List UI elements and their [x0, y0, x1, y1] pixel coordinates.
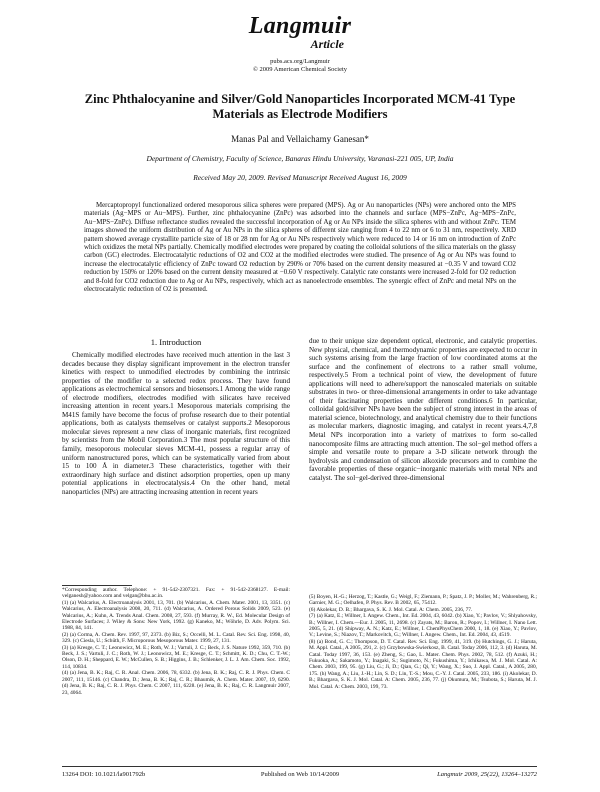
journal-logo	[240, 14, 360, 50]
journal-url[interactable]: pubs.acs.org/Langmuir	[270, 58, 330, 65]
footer-rule	[62, 766, 537, 767]
received-dates: Received May 20, 2009. Revised Manuscript Received August 16, 2009	[193, 173, 407, 182]
authors: Manas Pal and Vellaichamy Ganesan*	[231, 134, 369, 144]
article-title: Zinc Phthalocyanine and Silver/Gold Nanoparticles Incorporated MCM-41 Type Materials as Electrode Modifiers	[84, 92, 516, 121]
footer-citation: Langmuir 2009, 25(22), 13264–13272	[437, 771, 537, 778]
abstract: Mercaptopropyl functionalized ordered mesoporous silica spheres were prepared (MPS). Ag or Au nanoparticles (NPs) were anchored onto the MPS materials (Ag−MPS or Au−MPS). Further, zinc phthalocyanine (ZnPc) was adsorbed into the channels and surface (MPS−ZnPc, Ag−MPS−ZnPc, Au−MPS−ZnPc). Diffuse reflectance studies revealed the successful incorporation of Ag or Au NPs inside the silica spheres with and without ZnPc. TEM images showed the uniform distribution of Ag or Au NPs in the silica spheres of different size ranging from 4 to 22 nm or 6 to 31 nm, respectively. XRD pattern showed average crystallite particle size of 18 or 28 nm for Ag or Au NPs respectively which were reduced to 14 or 16 nm on introduction of ZnPc which oxidizes the metal NPs partially. Chemically modified electrodes were prepared by coating the colloidal solutions of the silica materials on the glassy carbon (GC) electrodes. Electrocatalytic reductions of O2 and CO2 at the modified electrodes were studied. The presence of Ag or Au NPs was found to increase the electrocatalytic efficiency of ZnPc toward O2 reduction by 290% or 70% based on the current density measured at −0.35 V and toward CO2 reduction by 150% or 120% based on the current density measured at −0.60 V respectively. Catalytic rate constants were increased 2-fold for O2 reduction and 8-fold for CO2 reduction due to Ag or Au NPs, respectively, which act as nanoelectrode ensembles. The synergic effect of ZnPc and metal NPs on the electrocatalytic reduction of O2 is presented.	[84, 202, 516, 294]
copyright: © 2009 American Chemical Society	[252, 66, 348, 73]
footnote-ref: (6) Akolekar, D. B.; Bhargava, S. K. J. Mol. Catal. A: Chem. 2005, 236, 77.	[309, 606, 473, 613]
footnote-corresponding: *Corresponding author. Telephone: + 91-542-2307321. Fax: + 91-542-2368127. E-mail: velganesh@yahoo.com and velgan@bhu.ac.in.	[62, 587, 290, 600]
footnotes-right	[309, 594, 537, 762]
right-column-text: due to their unique size dependent optical, electronic, and catalytic properties. New physical, chemical, and thermodynamic properties are expected to occur in such systems arising from the large fraction of low coordinated atoms at the surface and the confinement of electrons to a rather small volume, respectively.5 From a technical point of view, the development of future applications will need to adhere/support the nanoscaled materials on suitable substrates in two- or three-dimensional arrangements in order to take advantage of their fascinating properties under different conditions.6 In particular, colloidal gold/silver NPs have been the subject of strong interest in the areas of material science, biotechnology, and analytical chemistry due to their functions as molecular markers, diagnostic imaging, and catalyst in recent years.4,7,8 Metal NPs incorporation into a variety of matrixes to form so-called nanocomposite films are attracting much attention. The sol−gel method offers a simple and versatile route to prepare a 3-D silicate network through the hydrolysis and condensation of silicon alkoxide precursors and to combine the favorable properties of these organic−inorganic materials with metal NPs and catalyst. The sol−gel-derived three-dimensional	[309, 337, 537, 482]
footnote-ref: (2) (a) Corma, A. Chem. Rev. 1997, 97, 2373. (b) Biz, S.; Occelli, M. L. Catal. Rev. Sci. Eng. 1998, 40, 329. (c) Ciesla, U.; Schüth, F. Microporous Mesoporous Mater. 1999, 27, 131.	[62, 631, 290, 645]
footnote-ref: (7) (a) Katz, E.; Willner, I. Angew. Chem., Int. Ed. 2004, 43, 6042. (b) Xiao, Y.; Pavlov, V.; Shlyahovsky, B.; Willner, I. Chem.—Eur. J. 2005, 11, 2698. (c) Zayats, M.; Baron, R.; Popov, I.; Willner, I. Nano Lett. 2005, 5, 21. (d) Shipway, A. N.; Katz, E.; Willner, I. ChemPhysChem 2000, 1, 18. (e) Xiao, Y.; Pavlov, V.; Levine, S.; Niazov, T.; Markovitch, G.; Willner, I. Angew. Chem., Int. Ed. 2004, 43, 4519.	[309, 613, 537, 639]
affiliation: Department of Chemistry, Faculty of Science, Banaras Hindu University, Varanasi-221 005, UP, India	[146, 154, 454, 163]
journal-name: Langmuir	[248, 13, 352, 39]
footnote-ref: (5) Boyen, H.-G.; Herzog, T.; Kastle, G.; Weigl, F.; Ziemann, P.; Spatz, J. P.; Moller, M.; Wahrenberg, R.; Garnier, M. G.; Oelhafen, P. Phys. Rev. B 2002, 65, 75412.	[309, 594, 537, 607]
footnote-ref: (1) (a) Walcarius, A. Electroanalysis 2001, 13, 701. (b) Walcarius, A. Chem. Mater. 2001, 13, 3351. (c) Walcarius, A. Electroanalysis 2008, 20, 711. (d) Walcarius, A. Ordered Porous Solids 2009, 523. (e) Walcarius, A.; Kuhn, A. Trends Anal. Chem. 2008, 27, 593. (f) Murray, R. W., Ed. Molecular Design of Electrode Surfaces; J. Wiley & Sons: New York, 1992. (g) Kaneko, M.; Wöhrle, D. Adv. Polym. Sci. 1988, 84, 141.	[62, 599, 290, 632]
section-heading: 1. Introduction	[150, 337, 202, 347]
footnote-ref: (4) (a) Jena, B. K.; Raj, C. R. Anal. Chem. 2006, 78, 6332. (b) Jena, B. K.; Raj, C. R. J. Phys. Chem. C 2007, 111, 15146. (c) Chandra, D.; Jena, B. K.; Raj, C. R.; Bhaumik, A. Chem. Mater. 2007, 19, 6290. (d) Jena, B. K.; Raj, C. R. J. Phys. Chem. C 2007, 111, 6228. (e) Jena, B. K.; Raj, C. R. Langmuir 2007, 23, 4064.	[62, 670, 290, 696]
footer-doi[interactable]: 13264 DOI: 10.1021/la901792b	[62, 771, 146, 778]
intro-paragraph: Chemically modified electrodes have received much attention in the last 3 decades because they display significant improvement in the electron transfer kinetics with respect to unmodified electrodes by combining the intrinsic properties of the modifier to a selected redox process. They have found applications as electrochemical sensors and biosensors.1 Among the wide range of electrode modifiers, electrodes modified with silicates have received increasing attention in recent years.1 Mesoporous materials comprising the M41S family have become the focus of profuse research due to their potential applications, both as catalysts themselves or catalyst supports.2 Mesoporous molecular sieves represent a new class of inorganic materials, first recognized by scientists from the Mobil Corporation.3 The most popular structure of this family, mesoporous molecular sieves MCM-41, possess a regular array of uniform nanostructured pores, which can be systematically varied from about 15 to 100 Å in diameter.3 These characteristics, together with their extraordinary high surface and distinct adsorption properties, open up many potential applications in electrocatalysis.4 On the other hand, metal nanoparticles (NPs) are attracting increasing attention in recent years	[62, 351, 290, 496]
footnote-ref: (8) (a) Bond, G. C.; Thompson, D. T. Catal. Rev. Sci. Eng. 1999, 41, 319. (b) Hutchings, G. J.; Haruta, M. Appl. Catal., A 2005, 291, 2. (c) Grzybowska-Swierkosz, B. Catal. Today 2006, 112, 3. (d) Haruta, M. Catal. Today 1997, 36, 153. (e) Zheng, S.; Gao, L. Mater. Chem. Phys. 2002, 78, 512. (f) Azuki, H.; Fukuoka, A.; Sakamoto, Y.; Inagaki, S.; Sugimoto, N.; Fukushima, Y.; Ichikawa, M. J. Mol. Catal. A: Chem. 2003, 199, 95. (g) Liu, G.; Ji, D.; Qian, G.; Qi, Y.; Wang, X.; Suo, J. Appl. Catal., A 2005, 280, 175. (h) Wang, A.; Liu, J.-H.; Lin, S. D.; Lin, T.-S.; Mou, C.-Y. J. Catal. 2005, 233, 186. (i) Akolekar, D. B.; Bhargava, S. K. J. Mol. Catal. A: Chem. 2005, 236, 77. (j) Okumura, M.; Tsubota, S.; Haruta, M. J. Mol. Catal. A: Chem. 2003, 199, 73.	[309, 638, 537, 690]
article-type: Article	[310, 37, 344, 51]
footnote-rule	[62, 585, 132, 586]
footnotes-left	[62, 587, 290, 762]
footnote-ref: (3) (a) Kresge, C. T.; Leonowicz, M. E.; Roth, W. J.; Vartuli, J. C.; Beck, J. S. Nature 1992, 359, 710. (b) Beck, J. S.; Vartuli, J. C.; Roth, W. J.; Leonowicz, M. E.; Kresge, C. T.; Schmitt, K. D.; Chu, C. T.-W.; Olson, D. H.; Sheppard, E. W.; McCullen, S. B.; Higgins, J. B.; Schlenker, J. L. J. Am. Chem. Soc. 1992, 114, 10834.	[62, 644, 290, 670]
footer-published: Published on Web 10/14/2009	[260, 771, 340, 778]
